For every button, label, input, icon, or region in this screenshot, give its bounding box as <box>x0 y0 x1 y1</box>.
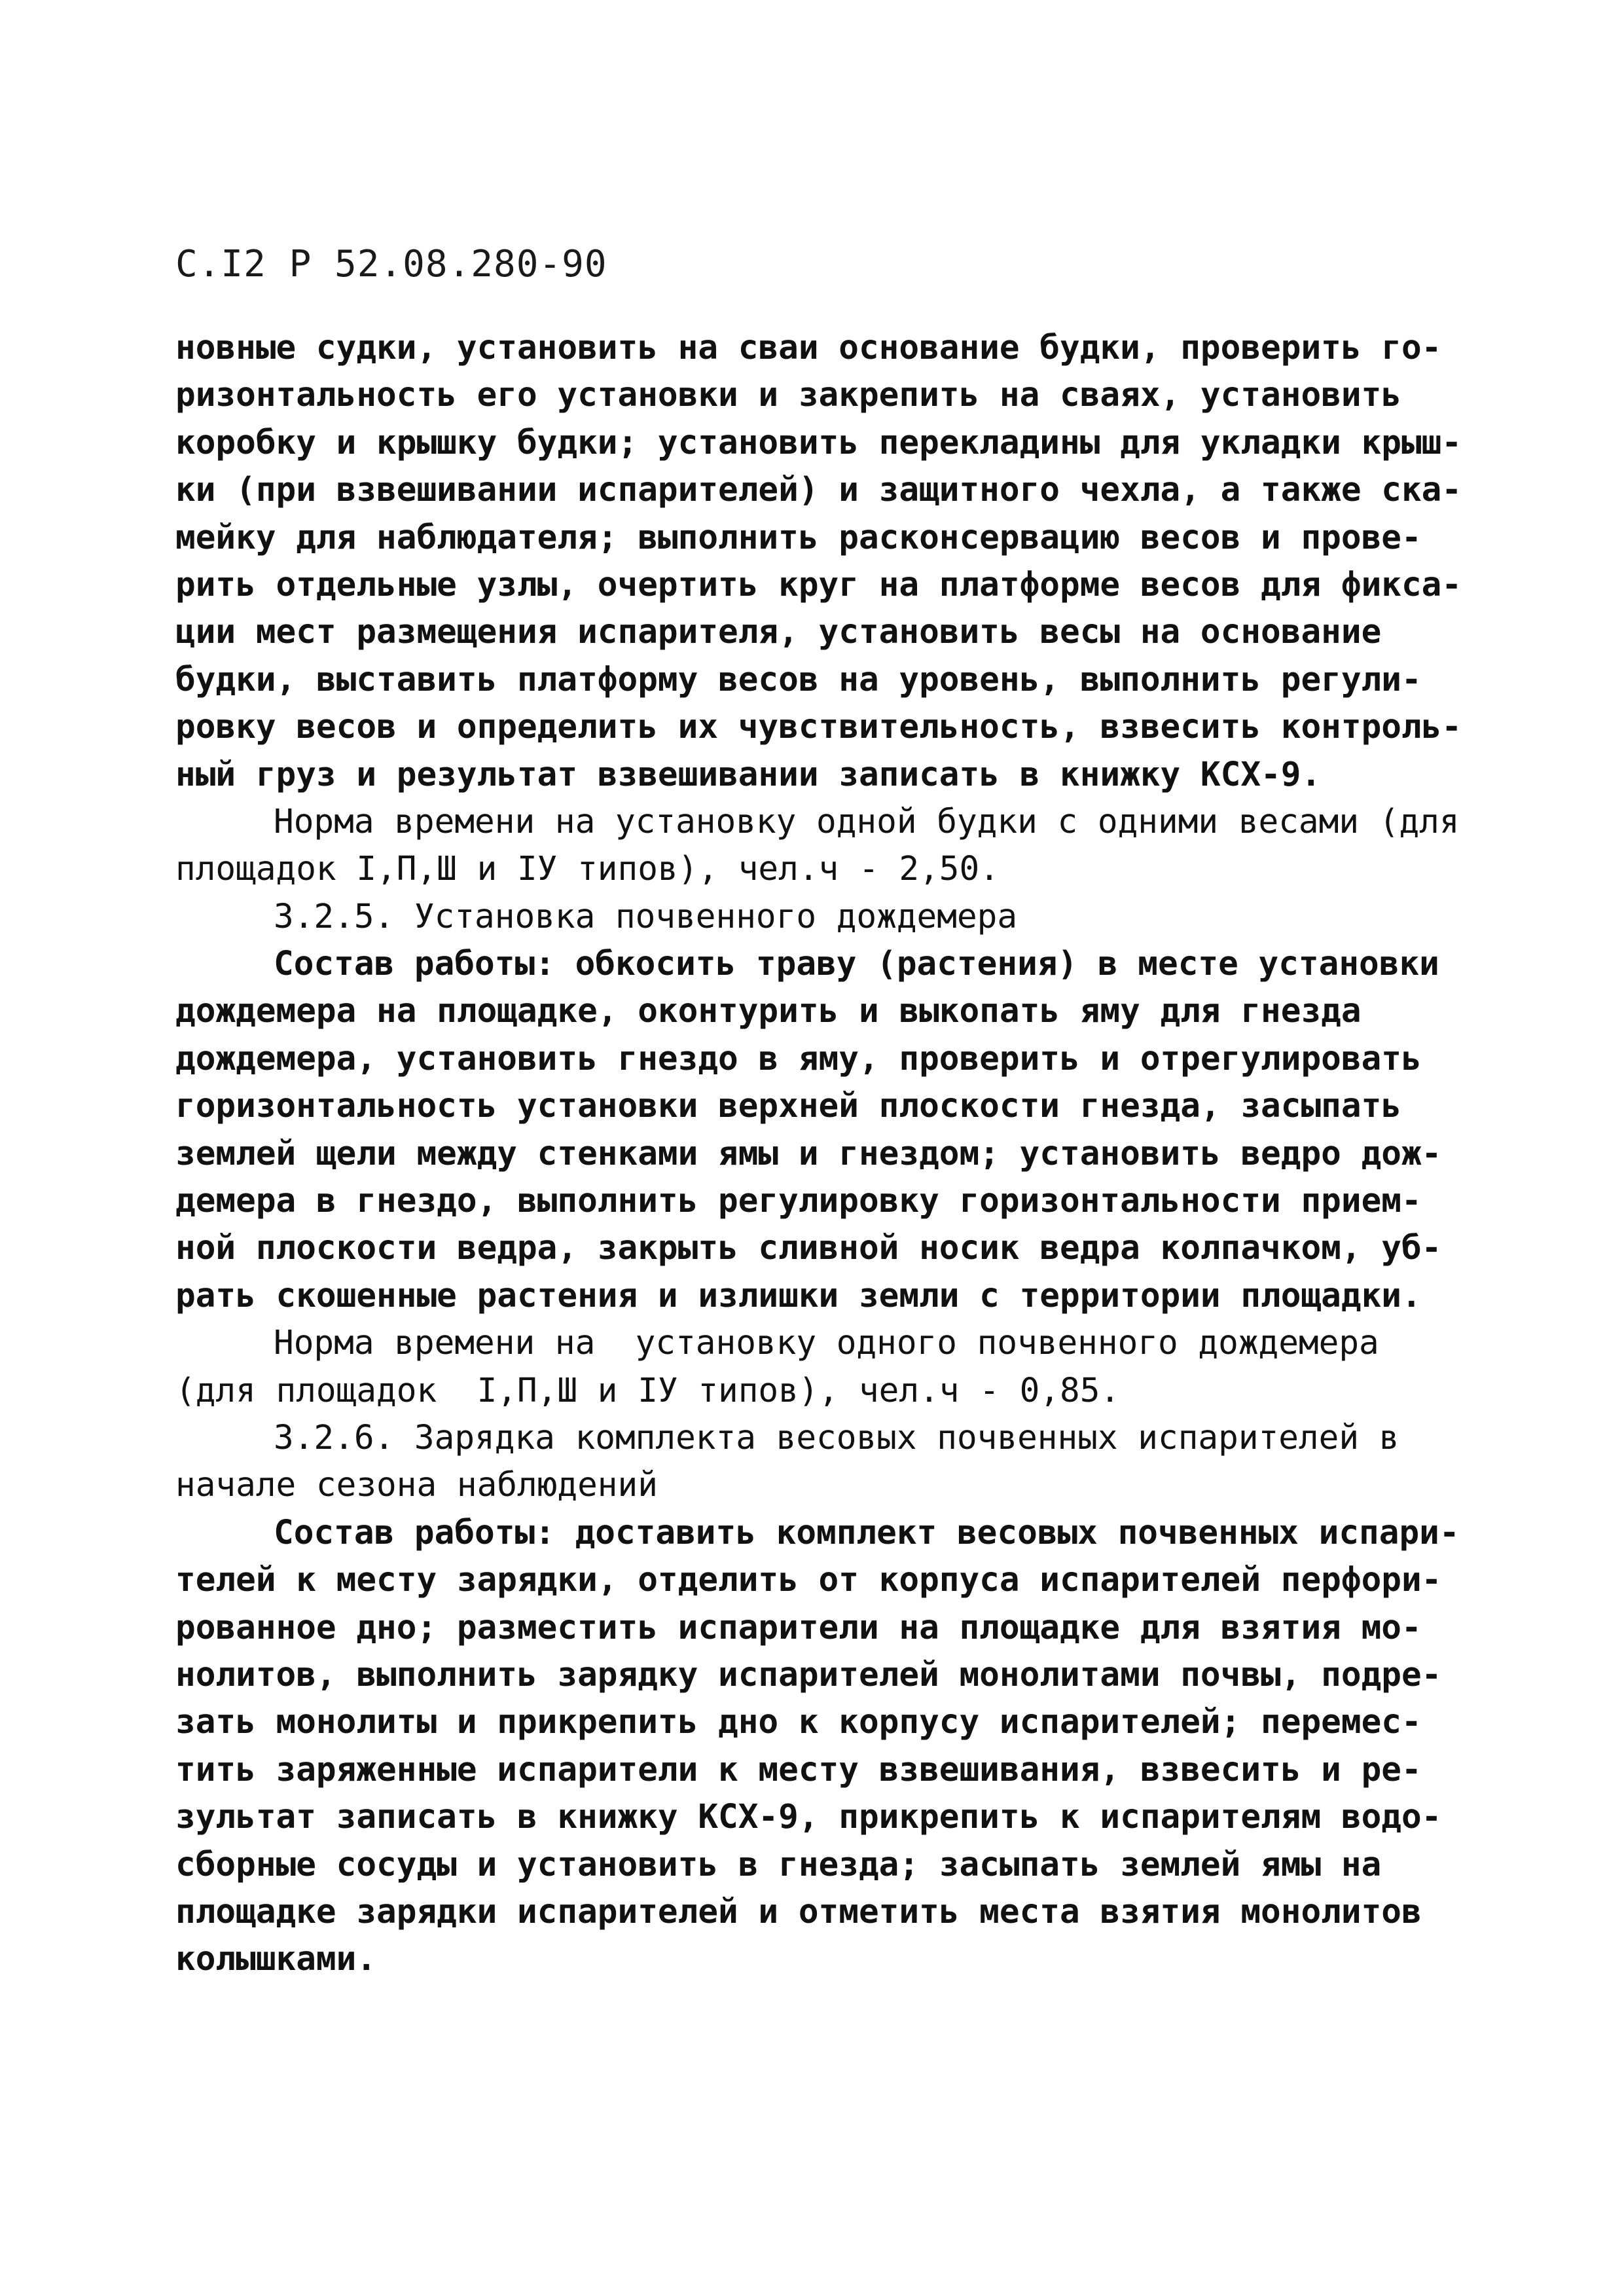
text-line: дождемера на площадке, оконтурить и выкопать яму для гнезда <box>175 992 1362 1031</box>
text-line: землей щели между стенками ямы и гнездом; установить ведро дож- <box>175 1134 1442 1173</box>
text-line: ции мест размещения испарителя, установить весы на основание <box>175 613 1382 652</box>
text-line: демера в гнездо, выполнить регулировку горизонтальности прием- <box>175 1182 1422 1221</box>
text-line: сборные сосуды и установить в гнезда; засыпать землей ямы на <box>175 1845 1382 1884</box>
text-line: зать монолиты и прикрепить дно к корпусу испарителей; перемес- <box>175 1703 1422 1742</box>
text-line: 3.2.6. Зарядка комплекта весовых почвенных испарителей в <box>274 1418 1399 1457</box>
text-line: новные судки, установить на сваи основание будки, проверить го- <box>175 329 1442 367</box>
text-line: нолитов, выполнить зарядку испарителей монолитами почвы, подре- <box>175 1655 1442 1694</box>
text-line: зультат записать в книжку КСХ-9, прикрепить к испарителям водо- <box>175 1798 1442 1837</box>
text-line: ной плоскости ведра, закрыть сливной носик ведра колпачком, уб- <box>175 1229 1442 1268</box>
text-line: Состав работы: доставить комплект весовых почвенных испари- <box>274 1513 1460 1552</box>
text-line: рать скошенные растения и излишки земли с территории площадки. <box>175 1276 1422 1315</box>
text-line: рованное дно; разместить испарители на площадке для взятия мо- <box>175 1608 1422 1647</box>
text-line: ки (при взвешивании испарителей) и защитного чехла, а также ска- <box>175 471 1462 510</box>
text-line: ризонтальность его установки и закрепить на сваях, установить <box>175 376 1401 415</box>
text-line: Состав работы: обкосить траву (растения) в месте установки <box>274 945 1439 984</box>
text-line: ровку весов и определить их чувствительность, взвесить контроль- <box>175 708 1462 747</box>
text-line: будки, выставить платформу весов на уровень, выполнить регули- <box>175 660 1422 699</box>
text-line: мейку для наблюдателя; выполнить расконсервацию весов и прове- <box>175 518 1422 557</box>
text-line: коробку и крышку будки; установить перекладины для укладки крыш- <box>175 423 1462 462</box>
text-line: дождемера, установить гнездо в яму, проверить и отрегулировать <box>175 1039 1422 1078</box>
text-line: горизонтальность установки верхней плоскости гнезда, засыпать <box>175 1087 1401 1126</box>
text-line: (для площадок I,П,Ш и IУ типов), чел.ч - 0,85. <box>175 1371 1121 1410</box>
text-line: 3.2.5. Установка почвенного дождемера <box>274 897 1018 936</box>
text-line: начале сезона наблюдений <box>175 1466 658 1505</box>
text-line: ный груз и результат взвешивании записать в книжку КСХ-9. <box>175 755 1322 794</box>
text-line: колышками. <box>175 1940 377 1979</box>
body-text <box>175 325 1462 1984</box>
text-line: площадок I,П,Ш и IУ типов), чел.ч - 2,50. <box>175 850 1000 889</box>
text-line: Норма времени на установку одного почвенного дождемера <box>274 1324 1379 1363</box>
page-header: С.I2 Р 52.08.280-90 <box>175 243 607 285</box>
text-line: Норма времени на установку одной будки с одними весами (для <box>274 802 1460 841</box>
text-line: телей к месту зарядки, отделить от корпуса испарителей перфори- <box>175 1561 1442 1600</box>
text-line: тить заряженные испарители к месту взвешивания, взвесить и ре- <box>175 1750 1422 1789</box>
text-line: рить отдельные узлы, очертить круг на платформе весов для фикса- <box>175 565 1462 604</box>
text-line: площадке зарядки испарителей и отметить места взятия монолитов <box>175 1892 1422 1931</box>
